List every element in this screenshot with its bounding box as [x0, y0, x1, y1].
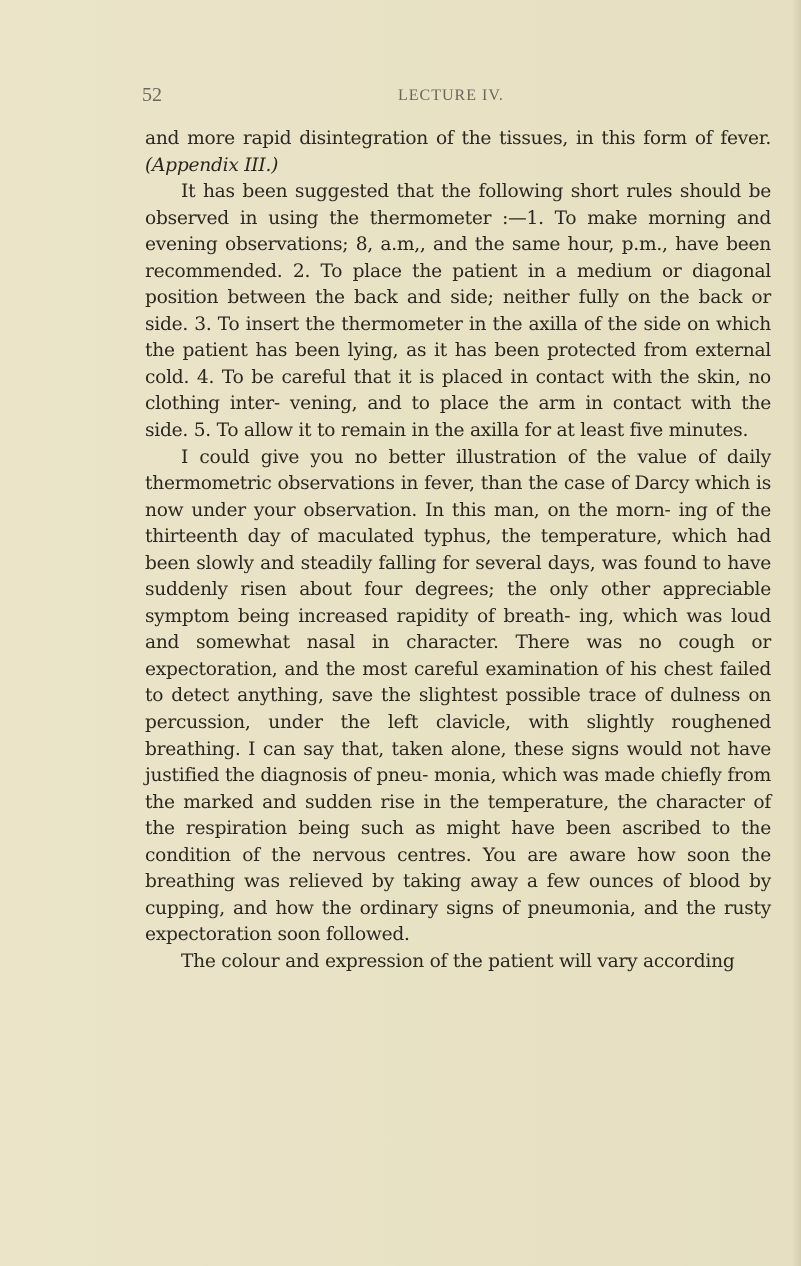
paragraph-thermometer-rules: It has been suggested that the following short rules should be observed in using the thermometer :—1. To make morning and evening observations; 8, a.m,, and the same hour, p.m., have been recommended. 2. To place the patient in a medium or diagonal position between the back and side; neither fully on the back or side. 3. To insert the thermometer in the axilla of the side on which the patient has been lying, as it has been protected from external cold. 4. To be careful that it is placed in contact with the skin, no clothing inter- vening, and to place the arm in contact with the side. 5. To allow it to remain in the axilla for at least five minutes. — [145, 181, 771, 442]
page-number: 52 — [142, 84, 162, 106]
running-head: LECTURE IV. — [398, 87, 504, 104]
page-header — [0, 84, 801, 114]
paragraph-darcy-case: I could give you no better illustration of the value of daily thermometric observations in fever, than the case of Darcy which is now under your observation. In this man, on the morn- ing of the thirteenth day of maculated typhus, the temperature, which had been slowly and steadily falling for several days, was found to have suddenly risen about four degrees; the only other appreciable symptom being increased rapidity of breath- ing, which was loud and somewhat nasal in character. There was no cough or expectoration, and the most careful examination of his chest failed to detect anything, save the slightest possible trace of dulness on percussion, under the left clavicle, with slightly roughened breathing. I can say that, taken alone, these signs would not have justified the diagnosis of pneu- monia, which was made chiefly from the marked and sudden rise in the temperature, the character of the respiration being such as might have been ascribed to the condition of the nervous centres. You are aware how soon the breathing was relieved by taking away a few ounces of blood by cupping, and how the ordinary signs of pneumonia, and the rusty expectoration soon followed. — [145, 446, 771, 946]
paragraph-colour-expression: The colour and expression of the patient will vary according — [181, 950, 735, 972]
paragraph-continuation — [145, 126, 771, 179]
body-text — [145, 126, 771, 976]
paragraph-text: and more rapid disintegration of the tissues, in this form of fever. — [145, 128, 771, 149]
page-edge-shadow — [791, 0, 801, 1266]
appendix-reference: (Appendix III.) — [145, 154, 279, 176]
